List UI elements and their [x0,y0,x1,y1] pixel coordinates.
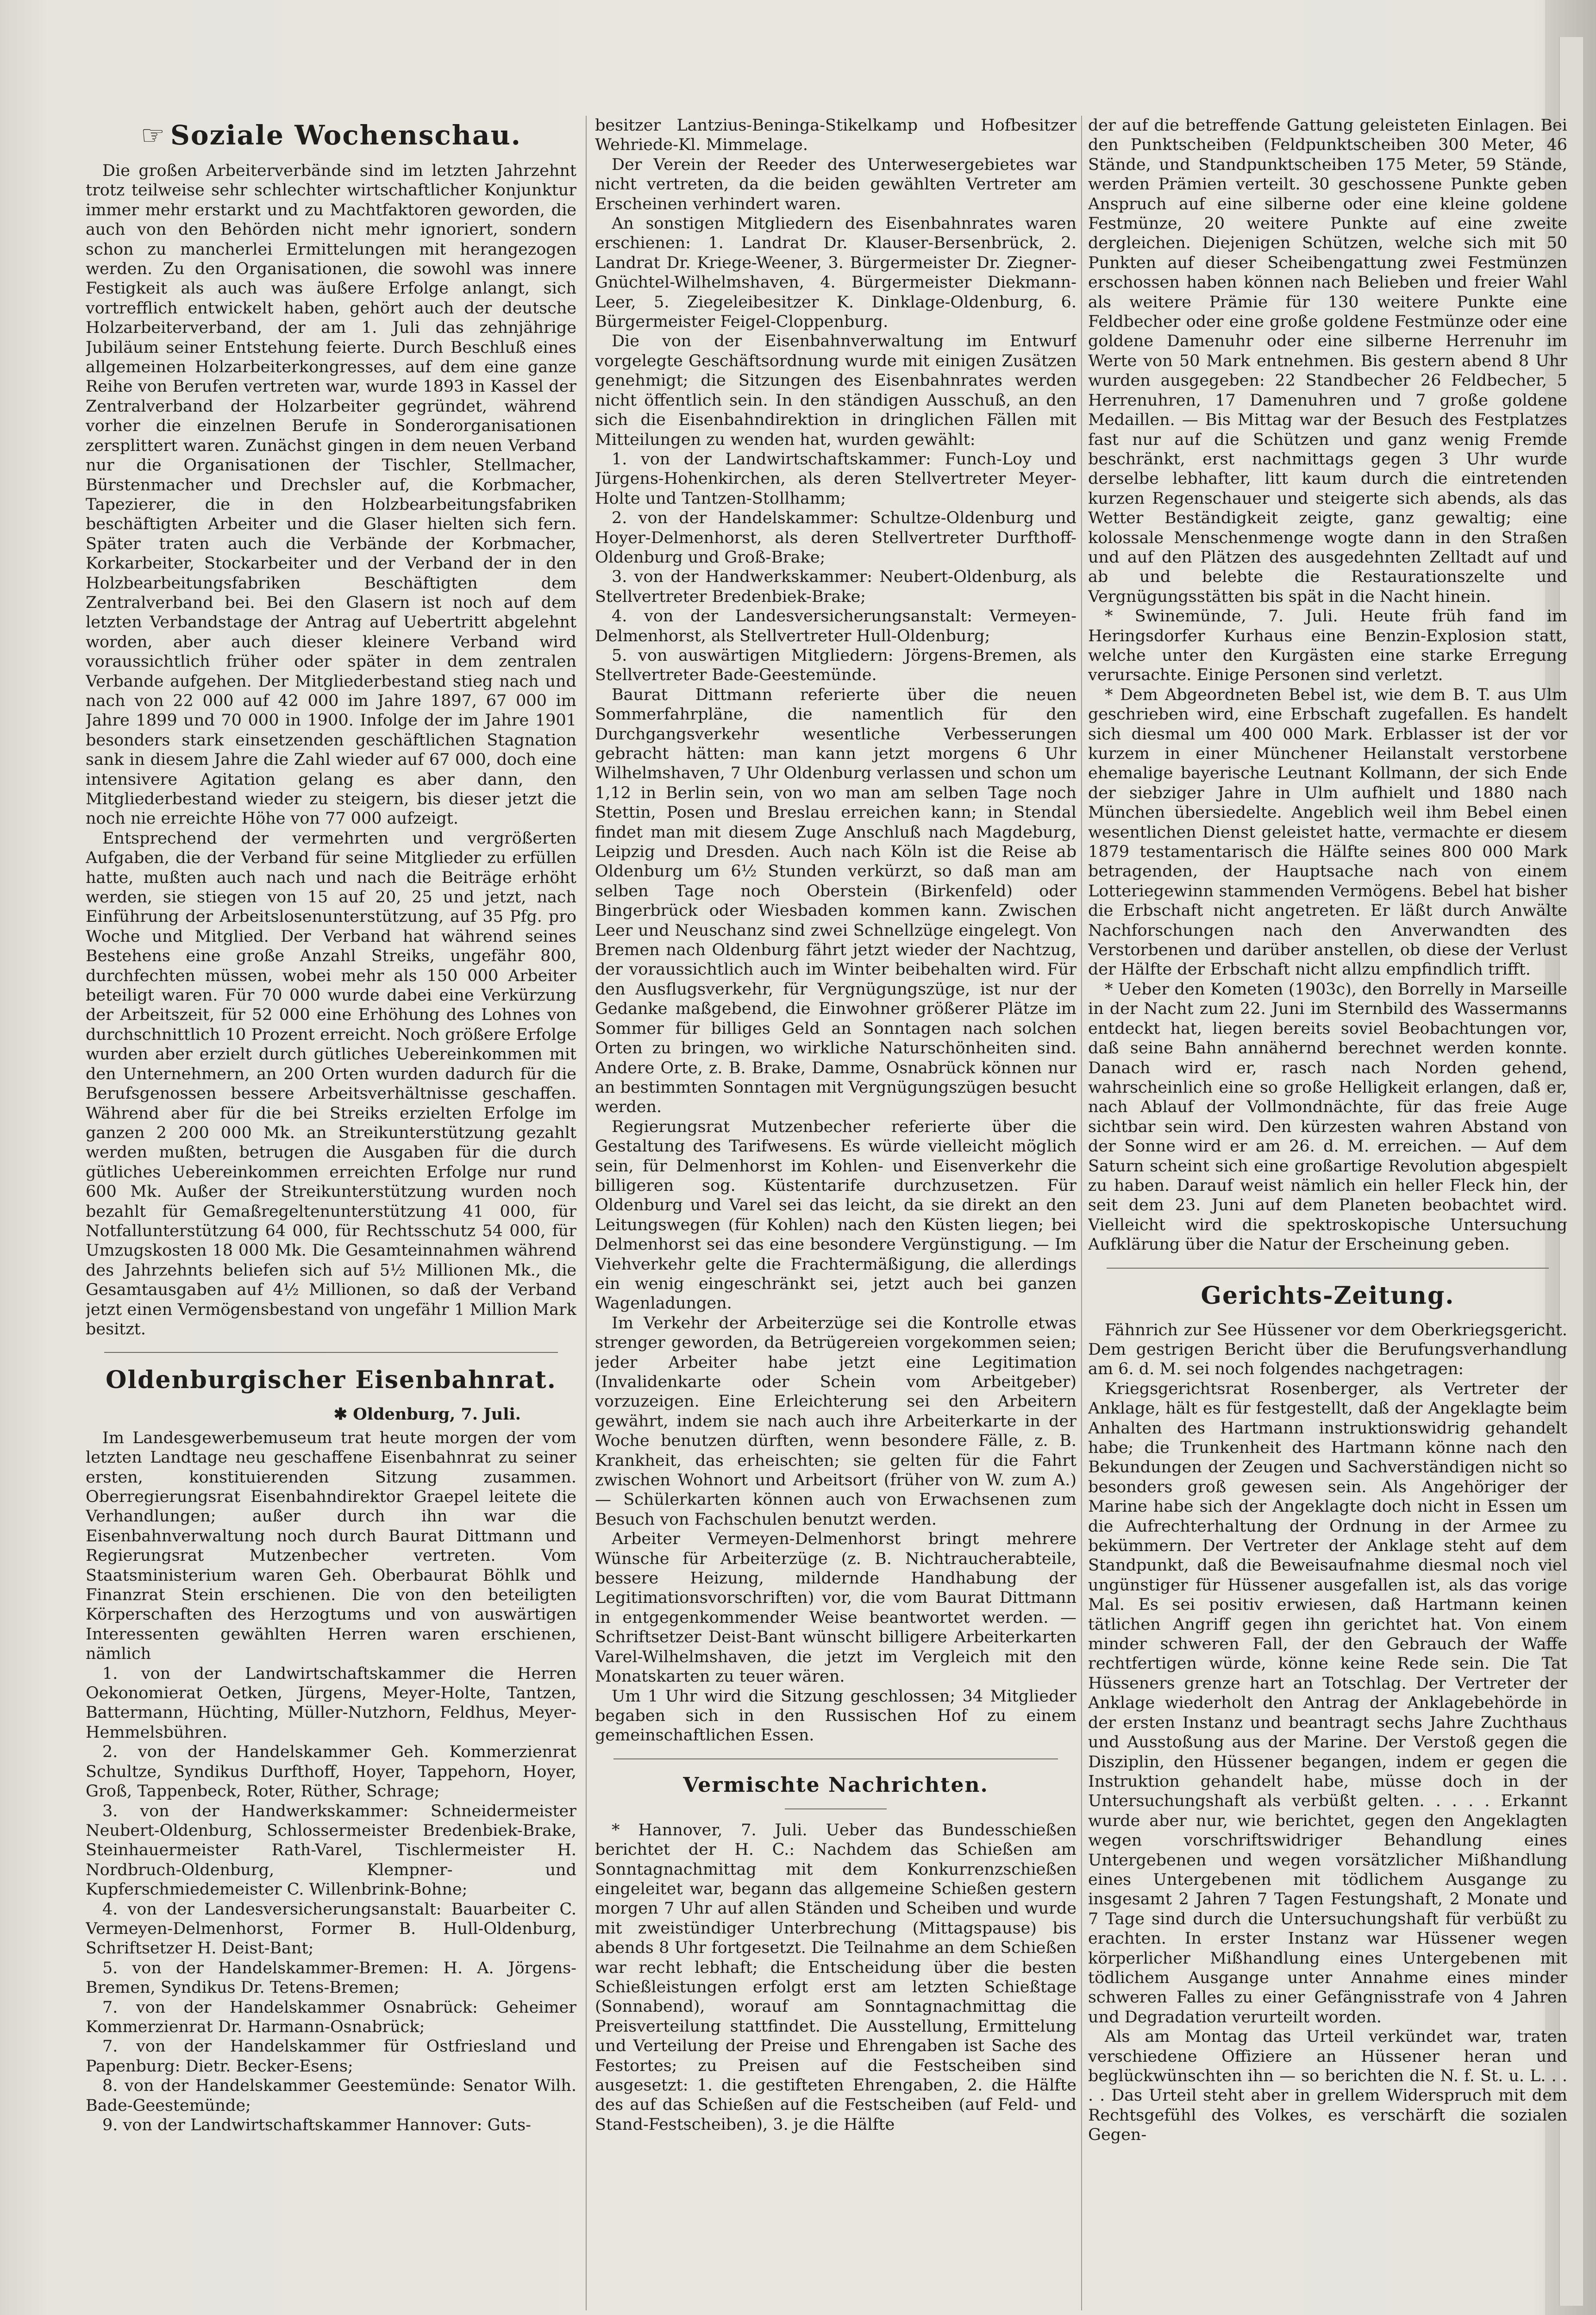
list-item: 4. von der Landesversicherungsanstalt: Vermeyen-Delmenhorst, als Stellvertreter Hull-Oldenburg; [595,607,1077,645]
article-paragraph: Entsprechend der vermehrten und vergrößerten Aufgaben, die der Verband für seine Mitglieder zu erfüllen hatte, mußten auch nach und nach die Beiträge erhöht werden, sie stiegen von 15 auf 20, 25 und jetzt, nach Einführung der Arbeitslosenunterstützung, auf 35 Pfg. pro Woche und Mitglied. Der Verband hat während seines Bestehens eine große Anzahl Streiks, ungefähr 800, durchfechten müssen, wobei mehr als 150 000 Arbeiter beteiligt waren. Für 70 000 wurde dabei eine Verkürzung der Arbeitszeit, für 52 000 eine Erhöhung des Lohnes von durchschnittlich 10 Prozent erreicht. Noch größere Erfolge wurden aber erzielt durch gütliches Uebereinkommen mit den Unternehmern, an 200 Orten wurden dadurch für die Berufsgenossen bessere Arbeitsverhältnisse geschaffen. Während aber für die bei Streiks erzielten Erfolge im ganzen 2 200 000 Mk. an Streikunterstützung gezahlt werden mußten, betrugen die Ausgaben für die durch gütliches Uebereinkommen erreichten Erfolge nur rund 600 Mk. Außer der Streikunterstützung wurden noch bezahlt für Gemaßregeltenunterstützung 41 000, für Notfallunterstützung 64 000, für Rechtsschutz 54 000, für Umzugskosten 18 000 Mk. Die Gesamteinnahmen während des Jahrzehnts beliefen sich auf 5½ Millionen Mk., die Gesamtausgaben auf 4½ Millionen, so daß der Verband jetzt einen Vermögensbestand von ungefähr 1 Million Mark besitzt. [86,829,576,1339]
article-paragraph: An sonstigen Mitgliedern des Eisenbahnrates waren erschienen: 1. Landrat Dr. Klauser-Bersenbrück, 2. Landrat Dr. Kriege-Weener, 3. Bürgermeister Dr. Ziegner-Gnüchtel-Wilhelmshaven, 4. Bürgermeister Diekmann-Leer, 5. Ziegeleibesitzer K. Dinklage-Oldenburg, 6. Bürgermeister Feigel-Cloppenburg. [595,214,1077,332]
article-paragraph: Im Landesgewerbemuseum trat heute morgen der vom letzten Landtage neu geschaffene Eisenbahnrat zu seiner ersten, konstituierenden Sitzung zusammen. Oberregierungsrat Eisenbahndirektor Graepel leitete die Verhandlungen; außer durch ihn war die Eisenbahnverwaltung noch durch Baurat Dittmann und Regierungsrat Mutzenbecher vertreten. Vom Staatsministerium waren Geh. Oberbaurat Böhlk und Finanzrat Stein erschienen. Die von den beteiligten Körperschaften des Herzogtums und von auswärtigen Interessenten gewählten Herren waren erschienen, nämlich [86,1428,576,1664]
article-paragraph: Fähnrich zur See Hüssener vor dem Oberkriegsgericht. Dem gestrigen Bericht über die Berufungsverhandlung am 6. d. M. sei noch folgendes nachgetragen: [1088,1320,1567,1379]
article-paragraph: Regierungsrat Mutzenbecher referierte über die Gestaltung des Tarifwesens. Es würde vielleicht möglich sein, für Delmenhorst im Kohlen- und Eisenverkehr die billigeren sog. Küstentarife durchzusetzen. Für Oldenburg und Varel sei das leicht, da sie direkt an den Leitungswegen (für Kohlen) nach den Küsten liegen; bei Delmenhorst sei das eine besondere Vergünstigung. — Im Viehverkehr gelte die Frachtermäßigung, die allerdings ein wenig eingeschränkt sei, jetzt auch bei ganzen Wagenladungen. [595,1117,1077,1313]
article-paragraph: * Ueber den Kometen (1903c), den Borrelly in Marseille in der Nacht zum 22. Juni im Sternbild des Wassermanns entdeckt hat, liegen bereits soviel Beobachtungen vor, daß seine Bahn annähernd berechnet werden konnte. Danach wird er, rasch nach Norden gehend, wahrscheinlich eine so große Helligkeit erlangen, daß er, nach Ablauf der Vollmondnächte, für das freie Auge sichtbar sein wird. Den kürzesten wahren Abstand von der Sonne wird er am 26. d. M. erreichen. — Auf dem Saturn scheint sich eine großartige Revolution abgespielt zu haben. Darauf weist nämlich ein heller Fleck hin, der seit dem 23. Juni auf dem Planeten beobachtet wird. Vielleicht wird die spektroskopische Untersuchung Aufklärung über die Natur der Erscheinung geben. [1088,980,1567,1254]
heading-underline [785,1808,887,1809]
heading-soziale-wochenschau [86,119,576,152]
list-item: 9. von der Landwirtschaftskammer Hannover: Guts- [102,2116,532,2134]
article-separator [1107,1268,1549,1269]
article-paragraph: Kriegsgerichtsrat Rosenberger, als Vertreter der Anklage, hält es für festgestellt, daß der Angeklagte beim Anhalten des Hartmann instruktionswidrig gehandelt habe; die Trunkenheit des Hartmann könne nach den Bekundungen der Zeugen und Sachverständigen nicht so besonders groß gewesen sein. Als Angehöriger der Marine habe sich der Angeklagte doch nicht in Essen um die Aufrechterhaltung der Ordnung in der Armee zu bekümmern. Der Vertreter der Anklage steht auf dem Standpunkt, daß die Beweisaufnahme diesmal noch viel ungünstiger für Hüssener ausgefallen ist, als das vorige Mal. Es sei positiv erwiesen, daß Hartmann keinen tätlichen Angriff gegen ihn gerichtet hat. Von einem minder schweren Fall, der den Gebrauch der Waffe rechtfertigen würde, könne keine Rede sein. Die Tat Hüsseners grenze hart an Totschlag. Der Vertreter der Anklage wiederholt den Antrag der Anklagebehörde in der ersten Instanz und beantragt sechs Jahre Zuchthaus und Ausstoßung aus der Marine. Der Verstoß gegen die Disziplin, den Hüssener begangen, indem er gegen die Instruktion gehandelt habe, müsse doch in der Untersuchungshaft als verbüßt gelten. . . . . Erkannt wurde aber nur, wie berichtet, gegen den Angeklagten wegen vorschriftswidriger Behandlung eines Untergebenen und wegen vorsätzlicher Mißhandlung eines Untergebenen mit tödlichem Ausgange zu insgesamt 2 Jahren 7 Tagen Festungshaft, 2 Monate und 7 Tage sind durch die Untersuchungshaft für verbüßt zu erachten. In erster Instanz war Hüssener wegen körperlicher Mißhandlung eines Untergebenen mit tödlichem Ausgange unter Annahme eines minder schweren Falles zu einer Gefängnisstrafe von 4 Jahren und Degradation verurteilt worden. [1088,1379,1567,2027]
list-item: 7. von der Handelskammer für Ostfriesland und Papenburg: Dietr. Becker-Esens; [86,2037,576,2076]
dateline: ✱ Oldenburg, 7. Juli. [333,1405,521,1424]
article-paragraph: Arbeiter Vermeyen-Delmenhorst bringt mehrere Wünsche für Arbeiterzüge (z. B. Nichtraucherabteile, bessere Heizung, mildernde Handhabung der Legitimationsvorschriften) vor, die vom Baurat Dittmann in entgegenkommender Weise beantwortet werden. — Schriftsetzer Deist-Bant wünscht billigere Arbeiterkarten Varel-Wilhelmshaven, die jetzt im Vergleich mit den Monatskarten zu teuer wären. [595,1530,1077,1686]
article-paragraph: Die von der Eisenbahnverwaltung im Entwurf vorgelegte Geschäftsordnung wurde mit einigen Zusätzen genehmigt; die Sitzungen des Eisenbahnrates werden nicht öffentlich sein. In den ständigen Ausschuß, an den sich die Eisenbahndirektion in dringlichen Fällen mit Mitteilungen zu wenden hat, wurden gewählt: [595,332,1077,449]
list-item: 8. von der Handelskammer Geestemünde: Senator Wilh. Bade-Geestemünde; [86,2077,576,2115]
list-item: 7. von der Handelskammer Osnabrück: Geheimer Kommerzienrat Dr. Harmann-Osnabrück; [86,1998,576,2036]
column-rule-1 [586,116,587,2310]
article-paragraph: * Dem Abgeordneten Bebel ist, wie dem B. T. aus Ulm geschrieben wird, eine Erbschaft zugefallen. Es handelt sich diesmal um 400 000 Mark. Erblasser ist der vor kurzem in einer Münchener Heilanstalt verstorbene ehemalige bayerische Leutnant Kollmann, der sich Ende der siebziger Jahre in Ulm aufhielt und 1880 nach München übersiedelte. Angeblich weil ihm Bebel einen wesentlichen Dienst geleistet hatte, vermachte er diesem 1879 testamentarisch die Hälfte seines 800 000 Mark betragenden, der Hauptsache nach von einem Lotteriegewinn stammenden Vermögens. Bebel hat bisher die Erbschaft nicht angetreten. Er läßt durch Anwälte Nachforschungen nach den Anverwandten des Verstorbenen und darüber anstellen, ob diese der Verlust der Hälfte der Erbschaft nicht allzu empfindlich trifft. [1088,685,1567,979]
article-paragraph: * Hannover, 7. Juli. Ueber das Bundesschießen berichtet der H. C.: Nachdem das Schießen am Sonntagnachmittag mit dem Konkurrenzschießen eingeleitet war, begann das allgemeine Schießen gestern morgen 7 Uhr auf allen Ständen und Scheiben und wurde mit zweistündiger Unterbrechung (Mittagspause) bis abends 8 Uhr fortgesetzt. Die Teilnahme an dem Schießen war recht lebhaft; die Entscheidung über die besten Schießleistungen erfolgt erst am letzten Schießtage (Sonnabend), worauf am Sonntagnachmittag die Preisverteilung stattfindet. Die Ausstellung, Ermittelung und Verteilung der Preise und Ehrengaben ist Sache des Festortes; zu Preisen auf die Festscheiben sind ausgesetzt: 1. die gestifteten Ehrengaben, 2. die Hälfte des auf das Schießen auf die Festscheiben (auf Feld- und Stand-Festscheiben), 3. je die Hälfte [595,1821,1077,2134]
article-separator [613,1758,1058,1759]
column-3 [1088,116,1567,2310]
heading-text: Soziale Wochenschau. [170,119,521,151]
list-item: 5. von der Handelskammer-Bremen: H. A. Jörgens-Bremen, Syndikus Dr. Tetens-Bremen; [86,1958,576,1997]
article-paragraph: * Swinemünde, 7. Juli. Heute früh fand im Heringsdorfer Kurhaus eine Benzin-Explosion statt, welche unter den Kurgästen eine starke Erregung verursachte. Einige Personen sind verletzt. [1088,607,1567,685]
list-item: 2. von der Handelskammer Geh. Kommerzienrat Schultze, Syndikus Durfthoff, Hoyer, Tappehorn, Hoyer, Groß, Tappenbeck, Roter, Rüther, Schrage; [86,1743,576,1801]
list-item: 1. von der Landwirtschaftskammer: Funch-Loy und Jürgens-Hohenkirchen, als deren Stellvertreter Meyer-Holte und Tantzen-Stollhamm; [595,450,1077,508]
article-paragraph: Im Verkehr der Arbeiterzüge sei die Kontrolle etwas strenger geworden, da Betrügereien vorgekommen seien; jeder Arbeiter habe jetzt eine Legitimation (Invalidenkarte oder Schein vom Arbeitgeber) vorzuzeigen. Eine Erleichterung sei den Arbeitern gewährt, indem sie nach auch ihre Arbeiterkarte in der Woche benutzen dürften, wenn besondere Fälle, z. B. Krankheit, das erheischten; sie gelten für die Fahrt zwischen Wohnort und Arbeitsort (früher von W. zum A.) — Schülerkarten können auch von Erwachsenen zum Besuch von Fachschulen benutzt werden. [595,1314,1077,1529]
list-item: 4. von der Landesversicherungsanstalt: Bauarbeiter C. Vermeyen-Delmenhorst, Former B. Hull-Oldenburg, Schriftsetzer H. Deist-Bant; [86,1900,576,1958]
heading-gerichts-zeitung: Gerichts-Zeitung. [1201,1281,1455,1310]
list-item: 1. von der Landwirtschaftskammer die Herren Oekonomierat Oetken, Jürgens, Meyer-Holte, Tantzen, Battermann, Hüchting, Müller-Nutzhorn, Feldhus, Meyer-Hemmelsbühren. [86,1664,576,1742]
column-rule-2 [1081,116,1082,2310]
heading-eisenbahnrat: Oldenburgischer Eisenbahnrat. [106,1366,557,1395]
article-paragraph: Baurat Dittmann referierte über die neuen Sommerfahrpläne, die namentlich für den Durchgangsverkehr wesentliche Verbesserungen gebracht hätten: man kann jetzt morgens 6 Uhr Wilhelmshaven, 7 Uhr Oldenburg verlassen und schon um 1,12 in Berlin sein, von wo man am selben Tage noch Stettin, Posen und Breslau erreichen kann; in Stendal findet man mit diesem Zuge Anschluß nach Magdeburg, Leipzig und Dresden. Auch nach Köln ist die Reise ab Oldenburg um 6½ Stunden verkürzt, so daß man am selben Tage noch Oberstein (Birkenfeld) oder Bingerbrück oder Wiesbaden kommen kann. Zwischen Leer und Neuschanz sind zwei Schnellzüge eingelegt. Von Bremen nach Oldenburg fährt jetzt wieder der Nachtzug, der voraussichtlich auch im Winter beibehalten wird. Für den Ausflugsverkehr, für Vergnügungszüge, ist nur der Gedanke maßgebend, die Einwohner größerer Plätze im Sommer für billiges Geld an Sonntagen nach solchen Orten zu bringen, wo wirkliche Naturschönheiten sind. Andere Orte, z. B. Brake, Damme, Osnabrück können nur an bestimmten Sonntagen mit Vergnügungszügen besucht werden. [595,685,1077,1117]
article-separator [104,1352,558,1353]
article-paragraph: Die großen Arbeiterverbände sind im letzten Jahrzehnt trotz teilweise sehr schlechter wirtschaftlicher Konjunktur immer mehr erstarkt und zu Machtfaktoren geworden, die auch von den Behörden nicht mehr ignoriert, sondern schon zu mancherlei Ermittelungen mit herangezogen werden. Zu den Organisationen, die sowohl was innere Festigkeit als auch was äußere Erfolge anlangt, sich vortrefflich entwickelt haben, gehört auch der deutsche Holzarbeiterverband, der am 1. Juli das zehnjährige Jubiläum seiner Entstehung feierte. Durch Beschluß eines allgemeinen Holzarbeiterkongresses, auf dem eine ganze Reihe von Berufen vertreten war, wurde 1893 in Kassel der Zentralverband der Holzarbeiter gegründet, während vorher die einzelnen Berufe in Sonderorganisationen zersplittert waren. Zunächst gingen in dem neuen Verband nur die Organisationen der Tischler, Stellmacher, Bürstenmacher und Drechsler auf, die Korbmacher, Tapezierer, die in den Holzbearbeitungsfabriken beschäftigten Arbeiter und die Glaser hielten sich fern. Später traten auch die Verbände der Korbmacher, Korkarbeiter, Stockarbeiter und der Verband der in den Holzbearbeitungsfabriken Beschäftigten dem Zentralverband bei. Bei den Glasern ist noch auf dem letzten Verbandstage der Antrag auf Uebertritt abgelehnt worden, aber auch dieser kleinere Verband wird voraussichtlich früher oder später in dem zentralen Verbande aufgehen. Der Mitgliederbestand stieg nach und nach von 22 000 auf 42 000 im Jahre 1897, 67 000 im Jahre 1899 und 70 000 in 1900. Infolge der im Jahre 1901 besonders stark einsetzenden geschäftlichen Stagnation sank in diesem Jahre die Zahl wieder auf 67 000, doch eine intensivere Agitation gelang es aber dann, den Mitgliederbestand wieder zu steigern, bis dieser jetzt die noch nie erreichte Höhe von 77 000 aufzeigt. [86,162,576,828]
column-1 [86,116,576,2310]
article-paragraph: Der Verein der Reeder des Unterwesergebietes war nicht vertreten, da die beiden gewählten Vertreter am Erscheinen verhindert waren. [595,155,1077,213]
article-paragraph: besitzer Lantzius-Beninga-Stikelkamp und Hofbesitzer Wehriede-Kl. Mimmelage. [595,116,1077,155]
list-item: 2. von der Handelskammer: Schultze-Oldenburg und Hoyer-Delmenhorst, als deren Stellvertreter Durfthoff-Oldenburg und Groß-Brake; [595,509,1077,567]
pointing-hand-icon: ☞ [141,119,166,151]
list-item: 5. von auswärtigen Mitgliedern: Jörgens-Bremen, als Stellvertreter Bade-Geestemünde. [595,646,1077,685]
article-paragraph: Um 1 Uhr wird die Sitzung geschlossen; 34 Mitglieder begaben sich in den Russischen Hof zu einem gemeinschaftlichen Essen. [595,1687,1077,1745]
list-item: 3. von der Handwerkskammer: Neubert-Oldenburg, als Stellvertreter Bredenbiek-Brake; [595,568,1077,606]
column-2 [595,116,1077,2310]
heading-vermischte-nachrichten: Vermischte Nachrichten. [683,1773,989,1797]
article-paragraph: der auf die betreffende Gattung geleisteten Einlagen. Bei den Punktscheiben (Feldpunktscheiben 300 Meter, 46 Stände, und Standpunktscheiben 175 Meter, 59 Stände, werden Prämien verteilt. 30 geschossene Punkte geben Anspruch auf eine silberne oder eine kleine goldene Festmünze, 20 weitere Punkte auf eine zweite dergleichen. Diejenigen Schützen, welche sich mit 50 Punkten auf dieser Scheibengattung zwei Festmünzen erschossen haben können nach Belieben und freier Wahl als weitere Prämie für 130 weitere Punkte eine Feldbecher oder eine große goldene Festmünze oder eine goldene Damenuhr oder eine silberne Herrenuhr im Werte von 50 Mark entnehmen. Bis gestern abend 8 Uhr wurden ausgegeben: 22 Standbecher 26 Feldbecher, 5 Herrenuhren, 17 Damenuhren und 7 große goldene Medaillen. — Bis Mittag war der Besuch des Festplatzes fast nur auf die Schützen und ganz wenig Fremde beschränkt, erst nachmittags gegen 3 Uhr wurde derselbe lebhafter, litt kaum durch die eintretenden kurzen Regenschauer und steigerte sich abends, als das Wetter Beständigkeit zeigte, ganz gewaltig; eine kolossale Menschenmenge wogte dann in den Straßen und auf den Plätzen des ausgedehnten Zelltadt auf und ab und belebte die Restaurationszelte und Vergnügungsstätten bis spät in die Nacht hinein. [1088,116,1567,606]
article-paragraph: Als am Montag das Urteil verkündet war, traten verschiedene Offiziere an Hüssener heran und beglückwünschten ihn — so berichten die N. f. St. u. L. . . . . Das Urteil steht aber in grellem Widerspruch mit dem Rechtsgefühl des Volkes, es verschärft die sozialen Gegen- [1088,2027,1567,2145]
list-item: 3. von der Handwerkskammer: Schneidermeister Neubert-Oldenburg, Schlossermeister Bredenbiek-Brake, Steinhauermeister Rath-Varel, Tischlermeister H. Nordbruch-Oldenburg, Klempner- und Kupferschmiedemeister C. Willenbrink-Bohne; [86,1802,576,1899]
